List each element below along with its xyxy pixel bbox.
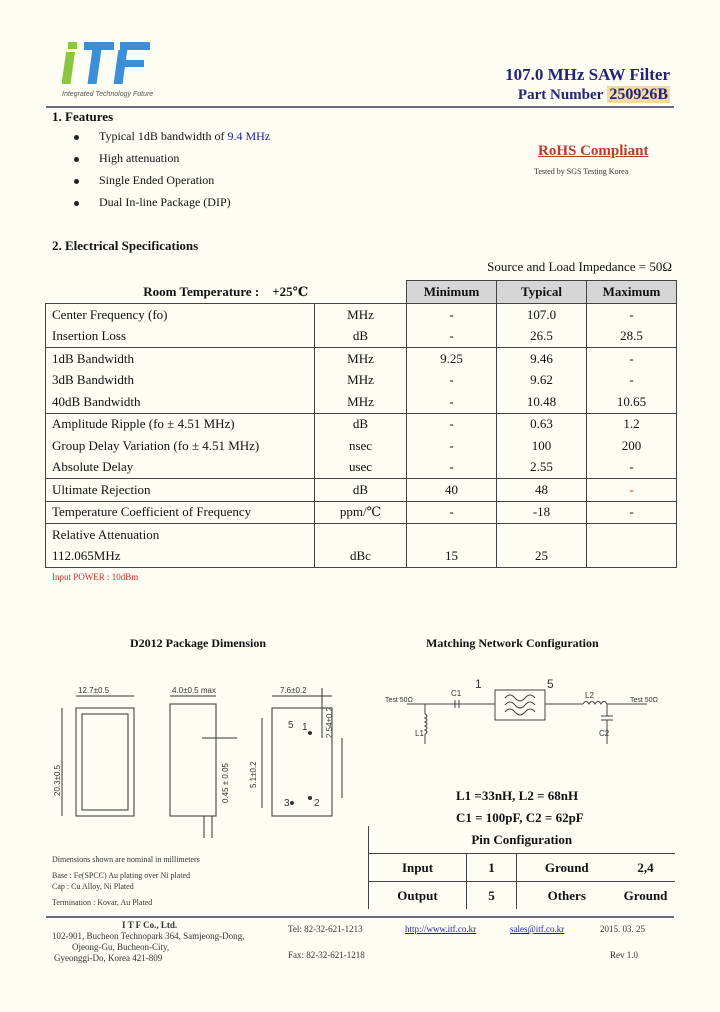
package-note: Dimensions shown are nominal in millimeters	[52, 855, 200, 864]
pin-func: Ground	[544, 859, 589, 875]
spec-unit: ppm/℃	[315, 501, 407, 524]
l1-label: L1	[415, 729, 424, 738]
l2-label: L2	[585, 691, 594, 700]
matching-values	[456, 785, 584, 829]
feature-item	[74, 173, 270, 195]
footer-address	[52, 920, 244, 964]
spec-param: Center Frequency (fo)	[46, 304, 315, 326]
spec-min: 40	[407, 479, 497, 502]
matching-values-line2: C1 = 100pF, C2 = 62pF	[456, 810, 584, 825]
spec-typ: 100	[497, 435, 587, 457]
footer-web-link[interactable]: http://www.itf.co.kr	[405, 924, 477, 934]
spec-max: -	[587, 348, 677, 370]
address-line: Gyeonggi-Do, Korea 421-809	[54, 953, 163, 963]
dim-depth: 4.0±0.5 max	[172, 686, 216, 695]
address-line: 102-901, Bucheon Technopark 364, Samjeong-Dong,	[52, 931, 245, 941]
feature-item	[74, 195, 270, 217]
spec-max: -	[587, 304, 677, 326]
spec-min: -	[407, 457, 497, 479]
dim-height: 20.3±0.5	[53, 764, 62, 796]
spec-table	[45, 280, 677, 568]
pin-config-heading-row	[369, 826, 675, 854]
footer-email-link[interactable]: sales@itf.co.kr	[510, 924, 565, 934]
spec-typ: 10.48	[497, 391, 587, 413]
spec-min: -	[407, 501, 497, 524]
bullet-icon	[74, 179, 79, 184]
spec-row	[46, 457, 677, 479]
spec-param: Relative Attenuation	[46, 524, 315, 546]
package-drawing-svg	[52, 678, 352, 848]
spec-param: 3dB Bandwidth	[46, 370, 315, 392]
part-number-line	[518, 86, 670, 104]
spec-param: Ultimate Rejection	[46, 479, 315, 502]
page-title: 107.0 MHz SAW Filter	[505, 65, 670, 84]
features-heading: 1. Features	[52, 109, 114, 124]
feature-text: Typical 1dB bandwidth of	[99, 129, 228, 143]
pin-config-row	[369, 882, 675, 910]
spec-row	[46, 391, 677, 413]
footer-date: 2015. 03. 25	[600, 924, 645, 934]
rohs-badge: RoHS Compliant	[538, 143, 649, 159]
source-label: Test 50Ω	[385, 697, 413, 704]
spec-unit: MHz	[315, 370, 407, 392]
footer-tel: Tel: 82-32-621-1213	[288, 924, 363, 934]
spec-max	[587, 546, 677, 568]
spec-typ: 48	[497, 479, 587, 502]
pin-number: Ground	[623, 887, 668, 903]
logo-subtitle: Integrated Technology Future	[62, 91, 154, 98]
spec-min: 9.25	[407, 348, 497, 370]
feature-text: Single Ended Operation	[99, 173, 215, 187]
spec-typ: 107.0	[497, 304, 587, 326]
dim-pin-pitch3: 2.54±0.2	[325, 706, 334, 738]
part-number-label: Part Number	[517, 87, 604, 103]
room-temp-label: Room Temperature :	[143, 283, 260, 299]
spec-typ: -18	[497, 501, 587, 524]
room-temp-cell	[46, 281, 407, 304]
feature-highlight: 9.4 MHz	[227, 129, 271, 143]
company-name: I T F Co., Ltd.	[122, 920, 178, 930]
input-power-note: Input POWER : 10dBm	[52, 572, 139, 582]
spec-unit	[315, 524, 407, 546]
spec-param: Temperature Coefficient of Frequency	[46, 501, 315, 524]
c1-label: C1	[451, 689, 462, 698]
room-temp-value: +25℃	[272, 283, 309, 299]
itf-logo-graphic	[62, 38, 162, 88]
spec-row	[46, 501, 677, 524]
spec-min: -	[407, 435, 497, 457]
spec-min: 15	[407, 546, 497, 568]
part-number-value: 250926B	[609, 86, 668, 103]
c2-label: C2	[599, 729, 610, 738]
spec-min: -	[407, 413, 497, 435]
feature-text: High attenuation	[99, 151, 180, 165]
package-note: Termination : Kovar, Au Plated	[52, 898, 153, 907]
pin-number: 5	[467, 882, 517, 910]
bullet-icon	[74, 135, 79, 140]
package-drawing	[52, 678, 352, 848]
footer-fax: Fax: 82-32-621-1218	[288, 950, 365, 960]
package-heading: D2012 Package Dimension	[130, 636, 266, 650]
spec-row	[46, 546, 677, 568]
package-note: Base : Fe(SPCC) Au plating over Ni plated	[52, 871, 190, 880]
bullet-icon	[74, 157, 79, 162]
spec-param: 112.065MHz	[46, 546, 315, 568]
spec-row	[46, 524, 677, 546]
spec-min: -	[407, 391, 497, 413]
col-typical: Typical	[497, 281, 587, 304]
spec-max	[587, 524, 677, 546]
col-minimum: Minimum	[407, 281, 497, 304]
spec-max: 200	[587, 435, 677, 457]
pin-label-3: 3	[284, 798, 290, 809]
spec-unit: MHz	[315, 348, 407, 370]
feature-text: Dual In-line Package (DIP)	[99, 195, 231, 209]
spec-param: 40dB Bandwidth	[46, 391, 315, 413]
features-list	[74, 129, 270, 217]
itf-logo	[62, 38, 162, 98]
spec-unit: usec	[315, 457, 407, 479]
bullet-icon	[74, 201, 79, 206]
dim-pin-pitch2: 5.1±0.2	[249, 761, 258, 788]
spec-min	[407, 524, 497, 546]
address-line: Ojeong-Gu, Bucheon-City,	[72, 942, 170, 952]
spec-param: Amplitude Ripple (fo ± 4.51 MHz)	[46, 413, 315, 435]
spec-max: -	[587, 457, 677, 479]
electrical-heading: 2. Electrical Specifications	[52, 238, 199, 253]
impedance-note: Source and Load Impedance = 50Ω	[487, 259, 672, 274]
matching-schematic	[385, 674, 675, 754]
footer-rev: Rev 1.0	[610, 950, 638, 960]
pin-label-5: 5	[288, 720, 294, 731]
pin-label-1: 1	[302, 722, 308, 733]
load-label: Test 50Ω	[630, 697, 658, 704]
feature-item	[74, 129, 270, 151]
matching-pin-left: 1	[475, 677, 482, 691]
pin-number: 2,4	[637, 859, 654, 875]
spec-param: Insertion Loss	[46, 326, 315, 348]
pin-config-wrap	[368, 826, 675, 909]
spec-min: -	[407, 304, 497, 326]
pin-label-2: 2	[314, 798, 320, 809]
spec-typ: 2.55	[497, 457, 587, 479]
spec-row	[46, 435, 677, 457]
spec-unit: dB	[315, 479, 407, 502]
feature-item	[74, 151, 270, 173]
spec-unit: MHz	[315, 391, 407, 413]
spec-max: -	[587, 479, 677, 502]
matching-pin-right: 5	[547, 677, 554, 691]
spec-row	[46, 348, 677, 370]
pin-config-table	[368, 826, 675, 909]
dim-pin-pitch1: 7.6±0.2	[280, 686, 307, 695]
spec-max: -	[587, 370, 677, 392]
package-note: Cap : Cu Alloy, Ni Plated	[52, 882, 134, 891]
spec-row	[46, 370, 677, 392]
spec-row	[46, 479, 677, 502]
dim-width: 12.7±0.5	[78, 686, 110, 695]
spec-row	[46, 326, 677, 348]
spec-row	[46, 304, 677, 326]
spec-row	[46, 413, 677, 435]
dim-pin-len: 0.45 ± 0.05	[221, 763, 230, 803]
spec-unit: dB	[315, 326, 407, 348]
header-rule	[46, 106, 674, 108]
spec-param: 1dB Bandwidth	[46, 348, 315, 370]
pin-config-heading: Pin Configuration	[369, 826, 675, 854]
spec-unit: dB	[315, 413, 407, 435]
spec-unit: dBc	[315, 546, 407, 568]
spec-min: -	[407, 326, 497, 348]
package-notes	[52, 854, 200, 908]
spec-typ	[497, 524, 587, 546]
tested-note: Tested by SGS Testing Korea	[534, 167, 629, 176]
spec-unit: MHz	[315, 304, 407, 326]
pin-number: 1	[467, 854, 517, 882]
spec-max: 1.2	[587, 413, 677, 435]
spec-typ: 26.5	[497, 326, 587, 348]
col-maximum: Maximum	[587, 281, 677, 304]
spec-min: -	[407, 370, 497, 392]
spec-max: -	[587, 501, 677, 524]
spec-typ: 9.62	[497, 370, 587, 392]
matching-schematic-svg	[385, 674, 675, 754]
spec-max: 28.5	[587, 326, 677, 348]
spec-unit: nsec	[315, 435, 407, 457]
spec-typ: 9.46	[497, 348, 587, 370]
pin-func: Others	[547, 887, 586, 903]
pin-config-row	[369, 854, 675, 882]
spec-param: Absolute Delay	[46, 457, 315, 479]
spec-table-wrap	[45, 280, 677, 568]
spec-typ: 0.63	[497, 413, 587, 435]
pin-func: Input	[369, 854, 467, 882]
spec-header-row	[46, 281, 677, 304]
footer-rule	[46, 916, 674, 918]
spec-param: Group Delay Variation (fo ± 4.51 MHz)	[46, 435, 315, 457]
matching-values-line1: L1 =33nH, L2 = 68nH	[456, 788, 579, 803]
spec-typ: 25	[497, 546, 587, 568]
matching-heading: Matching Network Configuration	[426, 636, 599, 650]
pin-func: Output	[369, 882, 467, 910]
spec-max: 10.65	[587, 391, 677, 413]
